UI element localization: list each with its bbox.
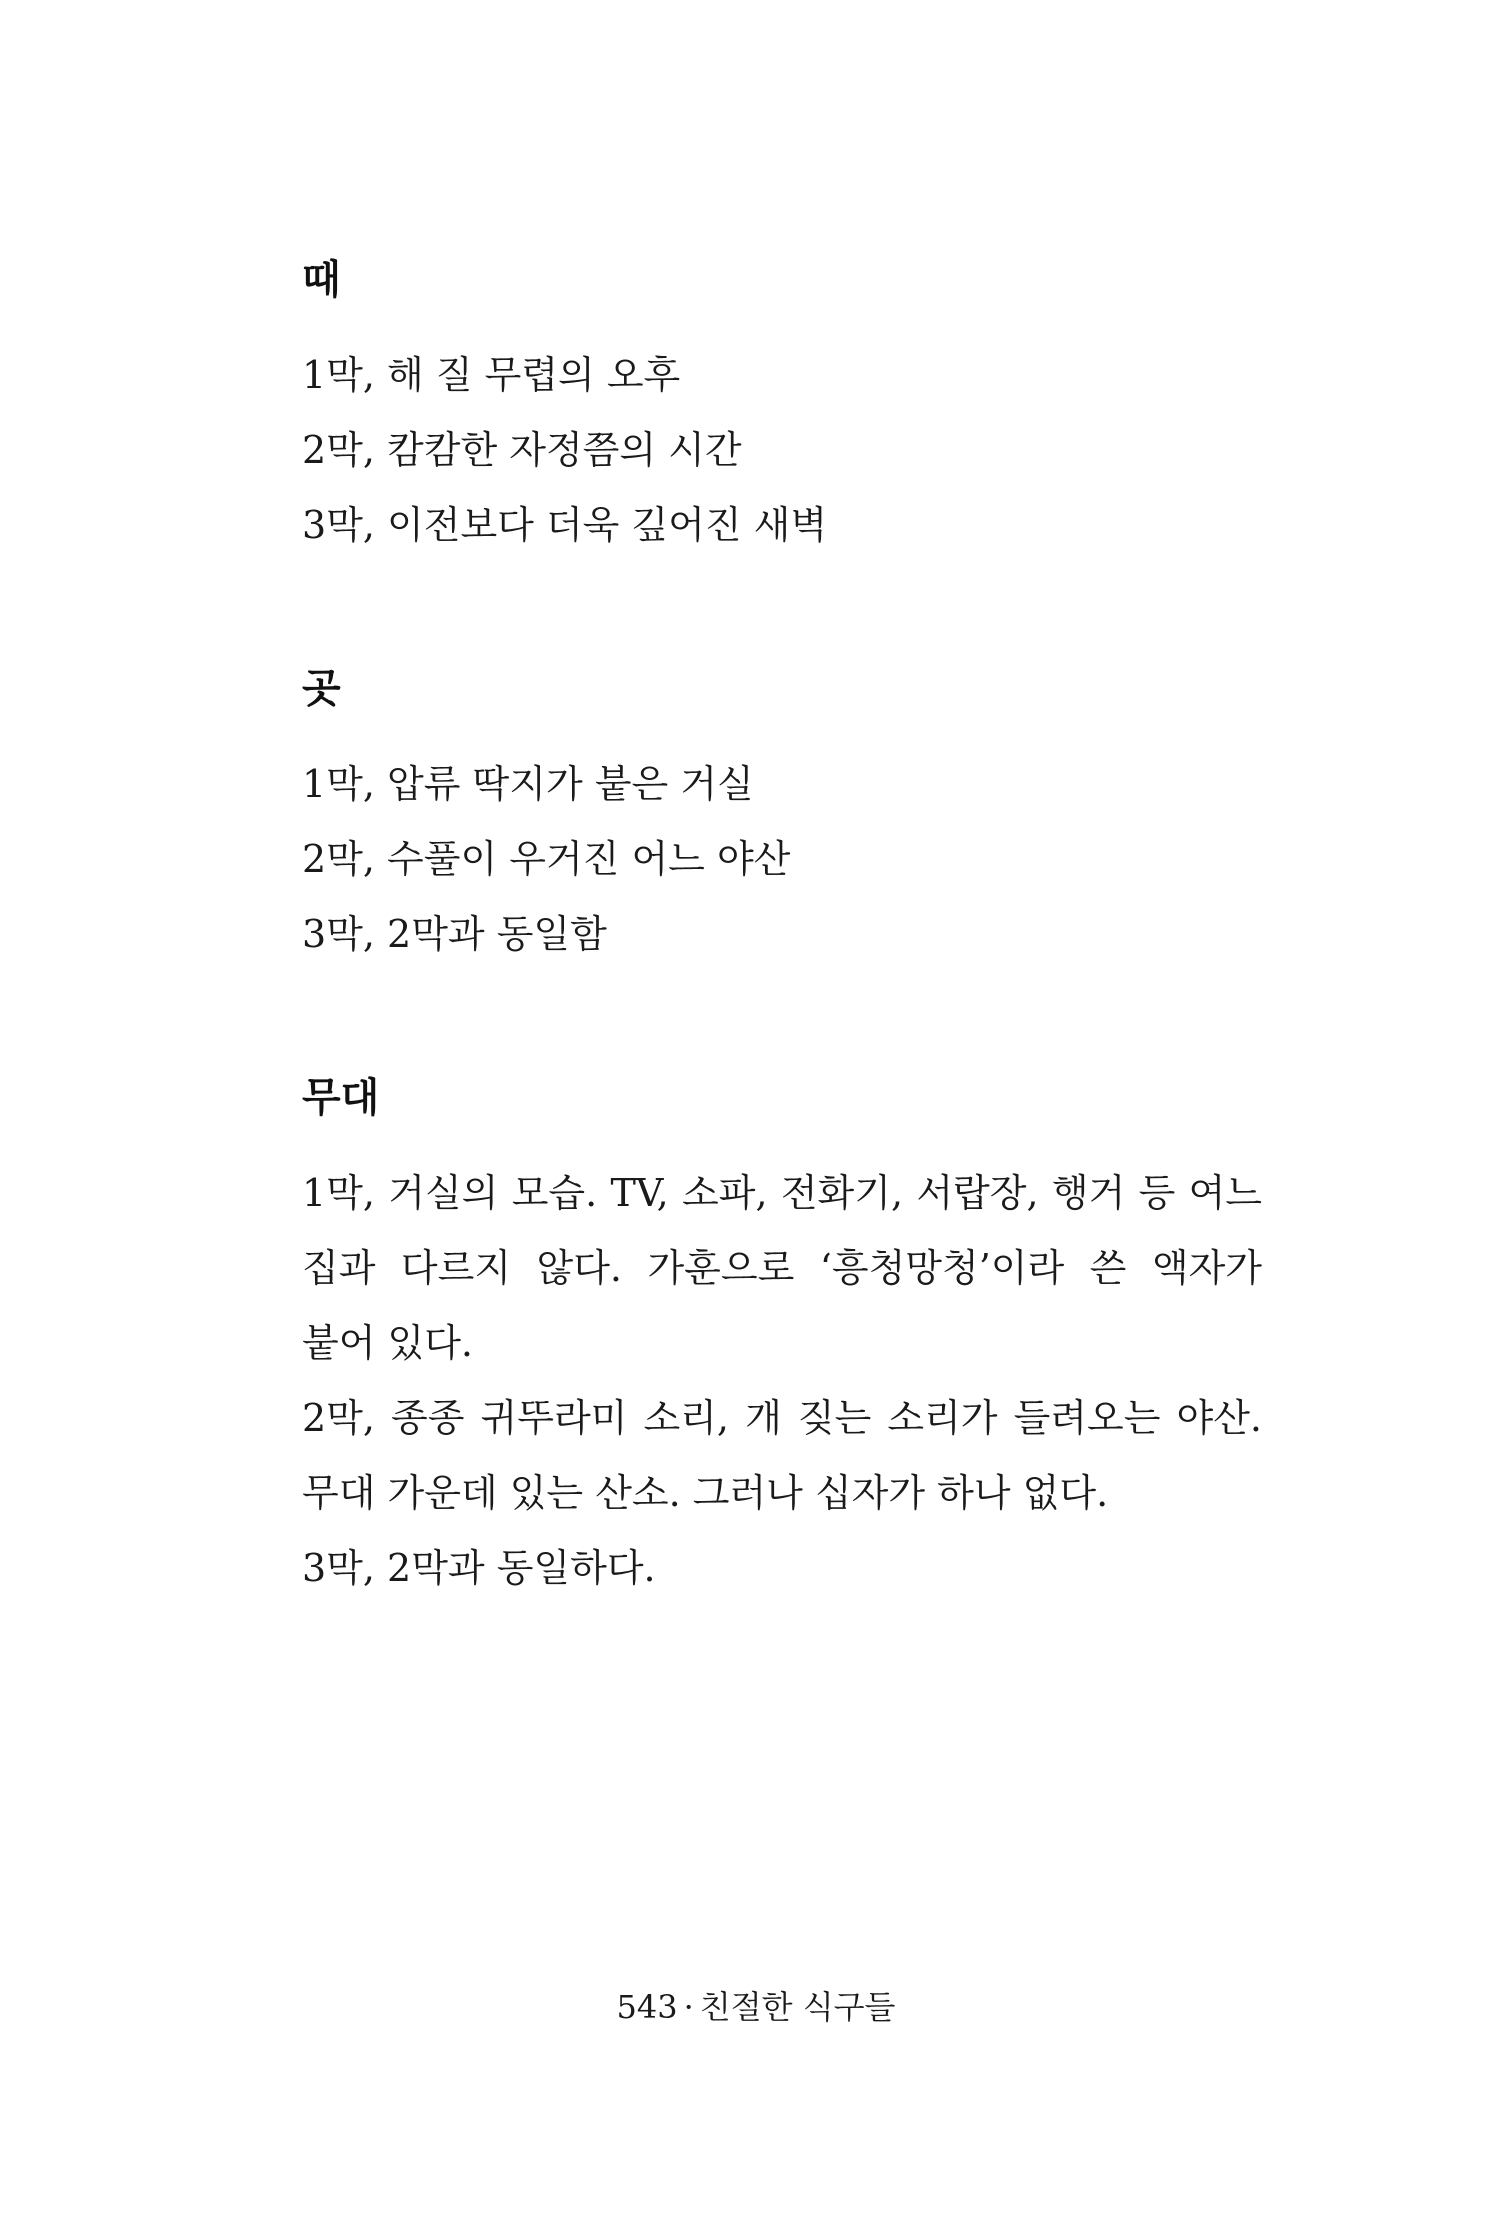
list-item: 2막, 수풀이 우거진 어느 야산 xyxy=(302,837,791,881)
section-heading: 곳 xyxy=(302,666,341,712)
list-item: 3막, 이전보다 더욱 깊어진 새벽 xyxy=(302,503,828,547)
section-stage xyxy=(302,1068,1262,1606)
section-place xyxy=(302,659,1262,972)
page-content xyxy=(302,250,1262,1606)
page-footer xyxy=(0,1985,1512,2029)
section-heading: 때 xyxy=(302,257,341,303)
list-item: 1막, 압류 딱지가 붙은 거실 xyxy=(302,762,754,806)
page-number: 543 xyxy=(616,1988,678,2026)
list-item: 2막, 캄캄한 자정쯤의 시간 xyxy=(302,428,742,472)
list-item: 3막, 2막과 동일함 xyxy=(302,912,607,956)
list-item: 1막, 해 질 무렵의 오후 xyxy=(302,353,681,397)
paragraph: 2막, 종종 귀뚜라미 소리, 개 짖는 소리가 들려오는 야산. 무대 가운데 있는 산소. 그러나 십자가 하나 없다. xyxy=(302,1396,1262,1515)
section-time xyxy=(302,250,1262,563)
book-title: 친절한 식구들 xyxy=(699,1988,896,2026)
footer-separator: · xyxy=(683,1988,694,2026)
section-heading: 무대 xyxy=(302,1075,380,1121)
paragraph: 3막, 2막과 동일하다. xyxy=(302,1546,656,1590)
paragraph: 1막, 거실의 모습. TV, 소파, 전화기, 서랍장, 행거 등 여느 집과 다르지 않다. 가훈으로 ‘흥청망청’이라 쓴 액자가 붙어 있다. xyxy=(302,1171,1262,1365)
